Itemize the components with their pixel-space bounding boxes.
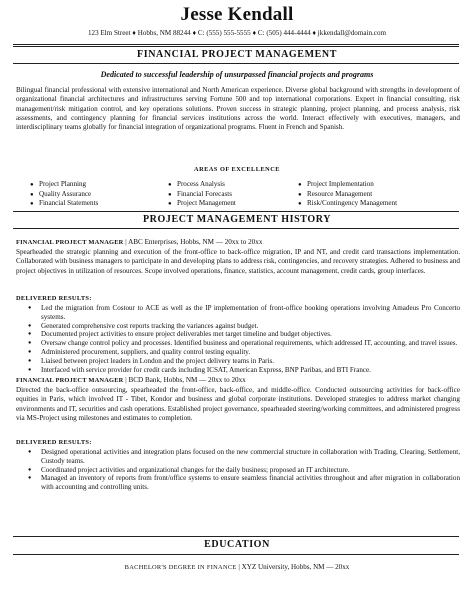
divider-rule bbox=[13, 228, 459, 229]
job-employer: | ABC Enterprises, Hobbs, NM — 20xx to 20xx bbox=[123, 238, 263, 246]
history-section-title: PROJECT MANAGEMENT HISTORY bbox=[142, 214, 332, 225]
bullet-icon: ● bbox=[168, 191, 172, 198]
results-list bbox=[28, 304, 460, 374]
job-employer: | BCD Bank, Hobbs, NM — 20xx to 20xx bbox=[123, 376, 246, 384]
bullet-icon: ● bbox=[30, 191, 34, 198]
results-label: DELIVERED RESULTS: bbox=[16, 295, 92, 302]
divider-rule bbox=[13, 44, 459, 45]
job-role: FINANCIAL PROJECT MANAGER bbox=[16, 239, 124, 246]
degree: BACHELOR'S DEGREE IN FINANCE bbox=[124, 564, 237, 571]
list-item: ● Liaised between project leaders in London and the project delivery teams in Paris. bbox=[28, 357, 460, 366]
skill-item: ● Project Management bbox=[168, 199, 236, 208]
divider-rule bbox=[13, 554, 459, 555]
divider-rule bbox=[13, 211, 459, 212]
job-description: Spearheaded the strategic planning and execution of the front-office to back-office migration, IP and NT, and credit card transactions implementation. Collaborated with business managers to participate in and developing plans to address risk, contingencies, and recovery strategies. Adhered to business and project objectives in utilization of resources. Scope involved operations, finance, statistics, account management, credit cards, group interfaces. bbox=[16, 248, 460, 275]
summary-section-title: FINANCIAL PROJECT MANAGEMENT bbox=[137, 49, 337, 60]
list-item: ● Oversaw change control policy and processes. Identified business and operational requirements, which addressed IT, accounting, and travel issues. bbox=[28, 339, 460, 348]
list-item: ● Designed operational activities and integration plans focused on the new commercial structure in collaboration with Trading, Clearing, Settlement, Custody teams. bbox=[28, 448, 460, 466]
list-item: ● Interfaced with service provider for credit cards including ICSAT, American Express, BNP Paribas, and BTI France. bbox=[28, 366, 460, 375]
list-item: ● Documented project activities to ensure project deliverables met target timeline and budget objectives. bbox=[28, 330, 460, 339]
bullet-icon: ● bbox=[168, 182, 172, 188]
skills-grid bbox=[30, 180, 450, 209]
divider-rule bbox=[13, 63, 459, 64]
divider-rule bbox=[13, 536, 459, 537]
excellence-title: AREAS OF EXCELLENCE bbox=[194, 166, 280, 173]
list-item: ● Managed an inventory of reports from front/office systems to ensure seamless financial activities throughout and after migration in collaboration with accounting and controlling units. bbox=[28, 474, 460, 492]
bullet-icon: ● bbox=[298, 201, 302, 208]
bullet-icon: ● bbox=[298, 191, 302, 198]
bullet-icon: ● bbox=[30, 182, 34, 188]
skill-item: ● Project Implementation bbox=[298, 180, 374, 188]
divider-rule bbox=[13, 46, 459, 47]
job-role: FINANCIAL PROJECT MANAGER bbox=[16, 377, 124, 384]
school: | XYZ University, Hobbs, NM — 20xx bbox=[236, 563, 350, 571]
contact-line: 123 Elm Street ♦ Hobbs, NM 88244 ♦ C: (555) 555-5555 ♦ C: (505) 444-4444 ♦ jkkendall@domain.com bbox=[87, 29, 387, 37]
bullet-icon: ● bbox=[30, 201, 34, 208]
bullet-icon: ● bbox=[298, 182, 302, 188]
list-item: ● Coordinated project activities and organizational changes for the daily business; proposed an IT architecture. bbox=[28, 466, 460, 475]
skill-item: ● Financial Statements bbox=[30, 199, 99, 208]
job-heading bbox=[16, 238, 460, 246]
results-list bbox=[28, 448, 460, 492]
job-heading bbox=[16, 376, 460, 384]
bullet-icon: ● bbox=[168, 201, 172, 208]
list-item: ● Led the migration from Costour to ACE as well as the IP implementation of front-office booking operations involving Amadeus Pro Concerto systems. bbox=[28, 304, 460, 322]
education-section-title: EDUCATION bbox=[204, 539, 270, 550]
skill-item: ● Quality Assurance bbox=[30, 189, 92, 198]
list-item: ● Generated comprehensive cost reports tracking the variances against budget. bbox=[28, 322, 460, 331]
candidate-name: Jesse Kendall bbox=[180, 4, 294, 25]
summary-tagline: Dedicated to successful leadership of unsurpassed financial projects and programs bbox=[100, 70, 374, 79]
education-entry bbox=[0, 563, 474, 571]
list-item: ● Administered procurement, suppliers, and quality control testing equality. bbox=[28, 348, 460, 357]
skill-item: ● Resource Management bbox=[298, 189, 373, 198]
skill-item: ● Financial Forecasts bbox=[168, 189, 232, 198]
job-description: Directed the back-office outsourcing, spearheaded the front-office, back-office, and middle-office. Conducted outsourcing activities for back-office equities in Paris, which involved IT - Tibet, Kondor and business and global corporate institutions. Developed strategies to address market changing environments and IT, securities and cash operations. Established project governance, spearheaded steering/working committees, and administered progress via MS-Project using milestones and estimates to completion. bbox=[16, 386, 460, 422]
skill-item: ● Project Planning bbox=[30, 180, 87, 188]
results-label: DELIVERED RESULTS: bbox=[16, 439, 92, 446]
skill-item: ● Risk/Contingency Management bbox=[298, 199, 398, 208]
summary-paragraph: Bilingual financial professional with extensive international and North American experience. Diverse global background with strengths in development of organizational financial architectures and infrastructures serving Fortune 500 and top international corporations. Expert in financial consulting, risk management/risk mitigation control, and key operations solutions. Proven success in strategic planning, project planning, and process analysis, risk assessments, and contingency planning for financial services institutions across the world. Interact effectively with executives, managers, and interdisciplinary teams globally for financial integration of organizational programs. Fluent in French and Spanish. bbox=[16, 86, 460, 132]
skill-item: ● Process Analysis bbox=[168, 180, 225, 188]
